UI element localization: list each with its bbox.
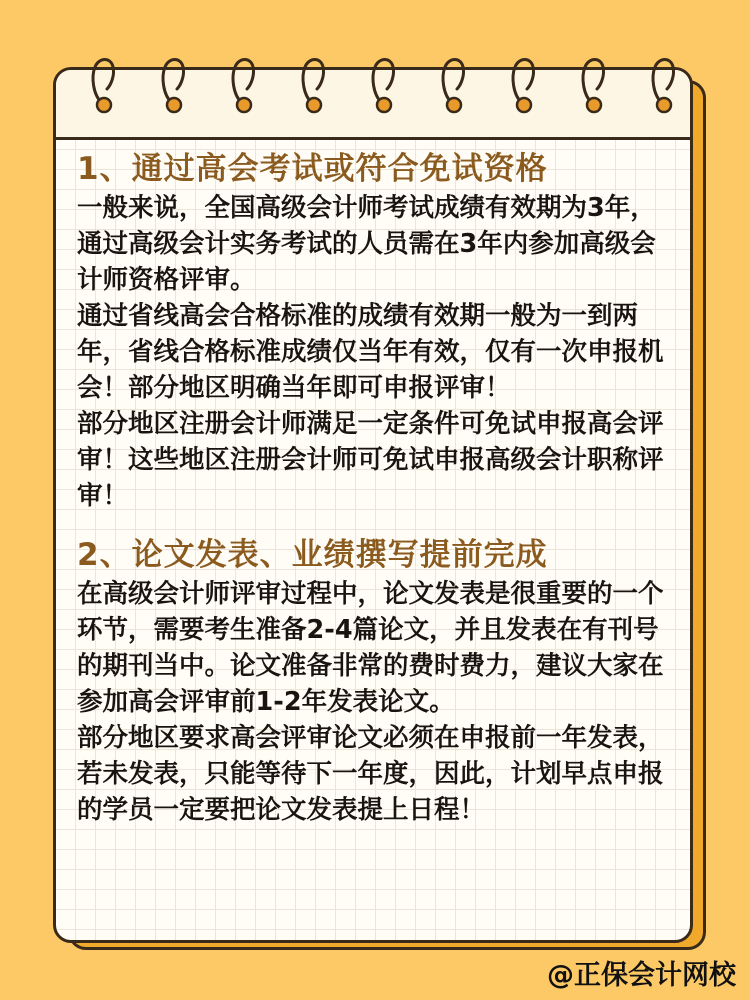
section-1-title: 1、通过高会考试或符合免试资格 <box>77 151 548 187</box>
spiral-ring <box>579 55 609 117</box>
spiral-ring <box>229 55 259 117</box>
notebook-content <box>77 148 677 828</box>
spiral-ring <box>509 55 539 117</box>
brand-watermark: @正保会计网校 <box>547 960 736 991</box>
section-2 <box>77 534 677 828</box>
section-1 <box>77 148 677 514</box>
section-2-paragraph-2: 部分地区要求高会评审论文必须在申报前一年发表，若未发表，只能等待下一年度，因此，计划早点申报的学员一定要把论文发表提上日程！ <box>77 723 664 825</box>
section-1-paragraph-3: 部分地区注册会计师满足一定条件可免试申报高会评审！这些地区注册会计师可免试申报高级会计职称评审！ <box>77 409 664 511</box>
spiral-ring <box>649 55 679 117</box>
spiral-ring <box>89 55 119 117</box>
spiral-ring <box>369 55 399 117</box>
section-2-paragraph-1: 在高级会计师评审过程中，论文发表是很重要的一个环节，需要考生准备2-4篇论文，并且发表在有刊号的期刊当中。论文准备非常的费时费力，建议大家在参加高会评审前1-2年发表论文。 <box>77 579 664 717</box>
spiral-binding <box>53 55 693 125</box>
section-1-paragraph-2: 通过省线高会合格标准的成绩有效期一般为一到两年，省线合格标准成绩仅当年有效，仅有一次申报机会！部分地区明确当年即可申报评审！ <box>77 301 664 403</box>
section-2-title: 2、论文发表、业绩撰写提前完成 <box>77 537 548 573</box>
section-1-paragraph-1: 一般来说，全国高级会计师考试成绩有效期为3年，通过高级会计实务考试的人员需在3年内参加高级会计师资格评审。 <box>77 193 656 295</box>
spiral-ring <box>159 55 189 117</box>
spiral-ring <box>299 55 329 117</box>
spiral-ring <box>439 55 469 117</box>
